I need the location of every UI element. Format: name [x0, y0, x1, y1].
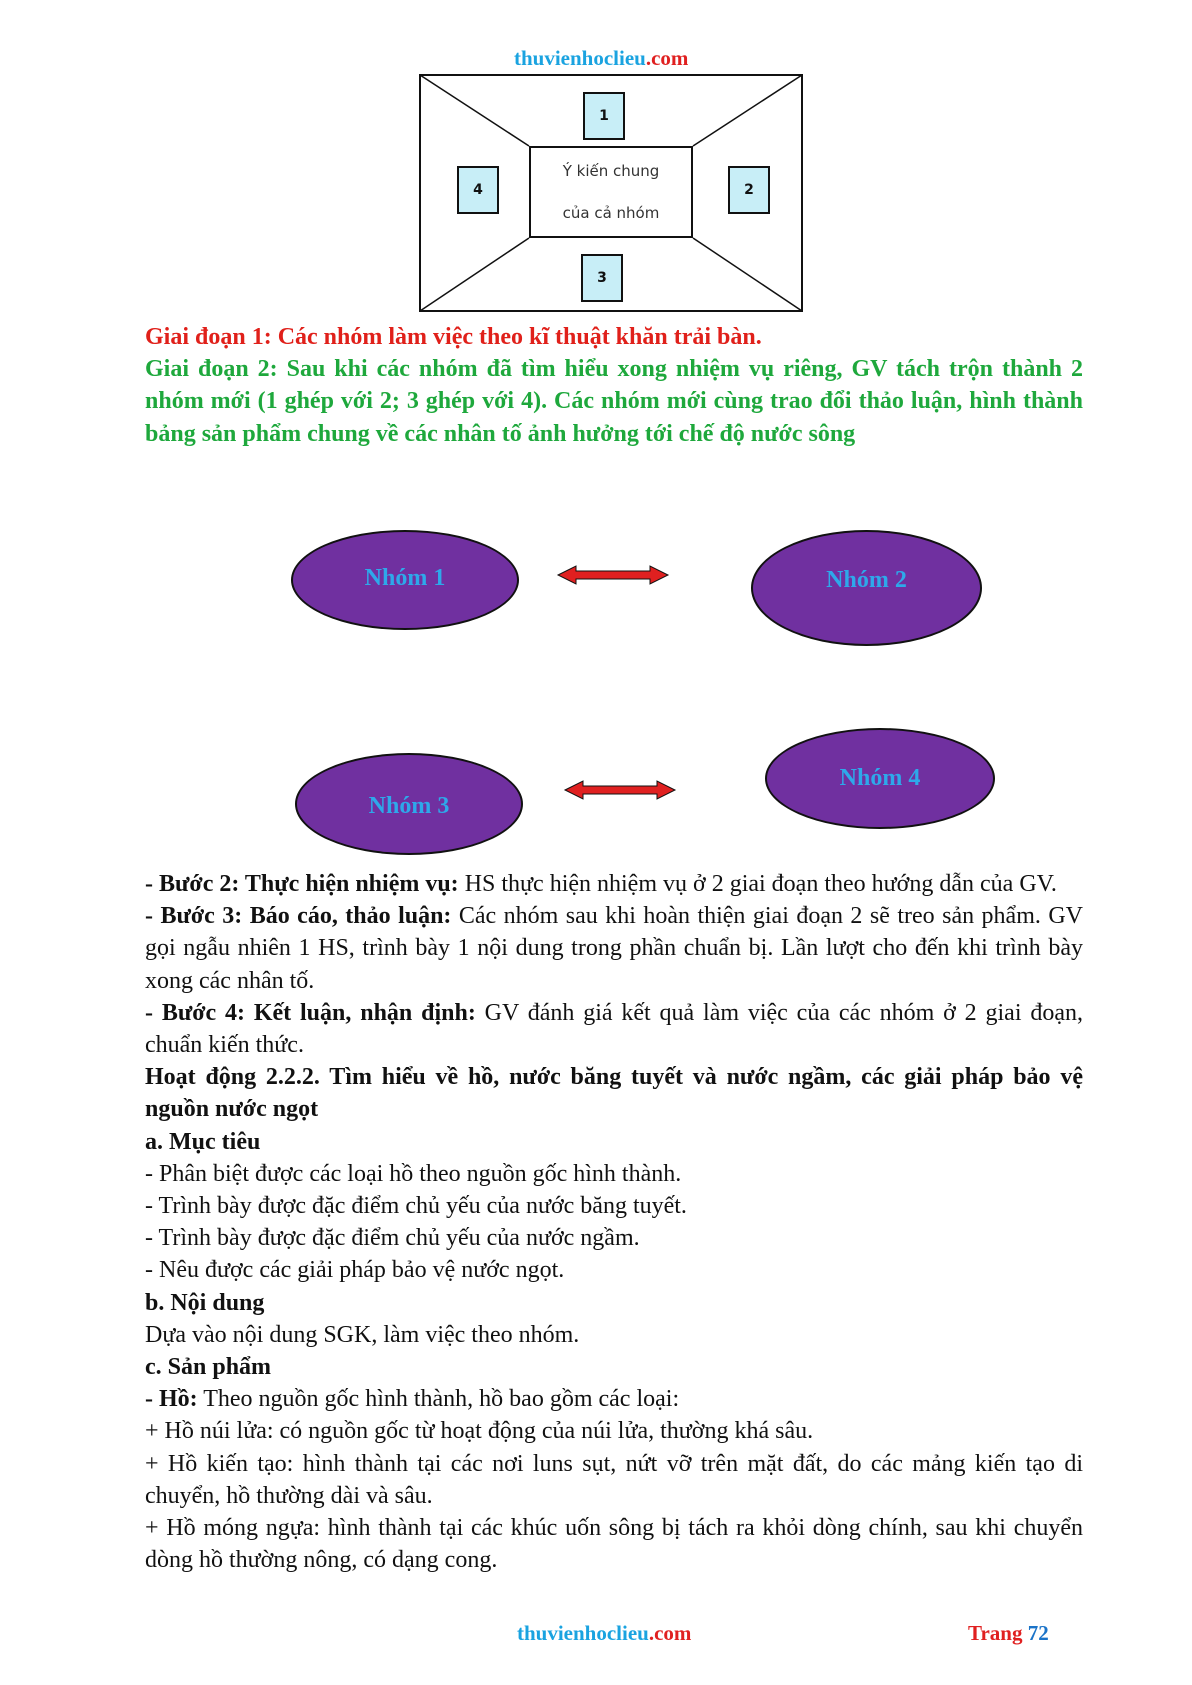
- group-arrows: [280, 515, 1020, 855]
- activity-title-text: Hoạt động 2.2.2. Tìm hiểu về hồ, nước băng tuyết và nước ngầm, các giải pháp bảo vệ nguồn nước ngọt: [145, 1064, 1083, 1123]
- section-b-heading: b. Nội dung: [145, 1289, 265, 1316]
- step-3-text: Các nhóm sau khi hoàn thiện giai đoạn 2 sẽ treo sản phẩm. GV gọi ngẫu nhiên 1 HS, trình bày 1 nội dung trong phần chuẩn bị. Lần lượt cho đến khi trình bày xong các nhân tố.: [145, 903, 1083, 994]
- brand-name: thuvienhoclieu: [514, 46, 646, 70]
- activity-title: [145, 1061, 1083, 1125]
- step-3: [145, 900, 1083, 997]
- group-3-label: Nhóm 3: [368, 793, 450, 819]
- center-line-2: của cả nhóm: [562, 204, 660, 222]
- goal-item: - Trình bày được đặc điểm chủ yếu của nước ngầm.: [145, 1225, 640, 1252]
- section-a-heading: a. Mục tiêu: [145, 1128, 261, 1155]
- groups-diagram: [280, 515, 1020, 855]
- step-4-label: - Bước 4: Kết luận, nhận định:: [145, 999, 476, 1026]
- brand-domain: .com: [645, 46, 689, 70]
- page-number: [968, 1621, 1049, 1646]
- step-2-text: HS thực hiện nhiệm vụ ở 2 giai đoạn theo hướng dẫn của GV.: [458, 871, 1057, 897]
- step-4-text: GV đánh giá kết quả làm việc của các nhóm ở 2 giai đoạn, chuẩn kiến thức.: [145, 999, 1083, 1059]
- section-a: [145, 1126, 1083, 1158]
- placemat-box-1: 1: [583, 92, 625, 140]
- lake-type: + Hồ kiến tạo: hình thành tại các nơi luns sụt, nứt vỡ trên mặt đất, do các mảng kiến tạo di chuyển, hồ thường dài và sâu.: [145, 1450, 1083, 1509]
- page-label: Trang: [968, 1621, 1023, 1645]
- placemat-box-4: 4: [457, 166, 499, 214]
- placemat-diagram: [419, 74, 803, 312]
- stages-block: [145, 321, 1083, 450]
- center-line-1: Ý kiến chung: [562, 162, 660, 180]
- arrow-1-2: [558, 566, 668, 584]
- lake-intro: [145, 1383, 1083, 1415]
- lake-type: + Hồ núi lửa: có nguồn gốc từ hoạt động của núi lửa, thường khá sâu.: [145, 1418, 814, 1445]
- placemat-box-2: 2: [728, 166, 770, 214]
- placemat-box-3: 3: [581, 254, 623, 302]
- header-brand: [514, 46, 688, 71]
- page-number-value: 72: [1027, 1621, 1049, 1645]
- step-2-label: - Bước 2: Thực hiện nhiệm vụ:: [145, 871, 459, 897]
- main-content: [145, 868, 1083, 1576]
- section-c-heading: c. Sản phẩm: [145, 1354, 272, 1381]
- content-text: Dựa vào nội dung SGK, làm việc theo nhóm.: [145, 1321, 580, 1348]
- group-4-label: Nhóm 4: [839, 765, 921, 791]
- placemat-center: [529, 146, 693, 238]
- goal-item: - Nêu được các giải pháp bảo vệ nước ngọt.: [145, 1257, 565, 1284]
- goal-item: - Trình bày được đặc điểm chủ yếu của nước băng tuyết.: [145, 1193, 687, 1220]
- stage-1: Giai đoạn 1: Các nhóm làm việc theo kĩ thuật khăn trải bàn.: [145, 324, 762, 350]
- section-c: [145, 1351, 1083, 1383]
- section-b: [145, 1287, 1083, 1319]
- footer-brand-domain: .com: [648, 1621, 692, 1645]
- lake-label: - Hồ:: [145, 1386, 198, 1413]
- step-3-label: - Bước 3: Báo cáo, thảo luận:: [145, 903, 452, 930]
- group-2-label: Nhóm 2: [826, 567, 907, 593]
- goal-item: - Phân biệt được các loại hồ theo nguồn gốc hình thành.: [145, 1160, 682, 1187]
- arrow-3-4: [565, 781, 675, 799]
- lake-text: Theo nguồn gốc hình thành, hồ bao gồm các loại:: [197, 1386, 680, 1413]
- lake-type: + Hồ móng ngựa: hình thành tại các khúc uốn sông bị tách ra khỏi dòng chính, sau khi chuyển dòng hồ thường nông, có dạng cong.: [145, 1515, 1083, 1574]
- footer-brand-name: thuvienhoclieu: [517, 1621, 649, 1645]
- step-2: [145, 868, 1083, 900]
- group-1-label: Nhóm 1: [364, 565, 446, 591]
- stage-2: Giai đoạn 2: Sau khi các nhóm đã tìm hiểu xong nhiệm vụ riêng, GV tách trộn thành 2 nhóm mới (1 ghép với 2; 3 ghép với 4). Các nhóm mới cùng trao đổi thảo luận, hình thành bảng sản phẩm chung về các nhân tố ảnh hưởng tới chế độ nước sông: [145, 356, 1083, 447]
- footer-brand: [517, 1621, 691, 1646]
- step-4: [145, 997, 1083, 1061]
